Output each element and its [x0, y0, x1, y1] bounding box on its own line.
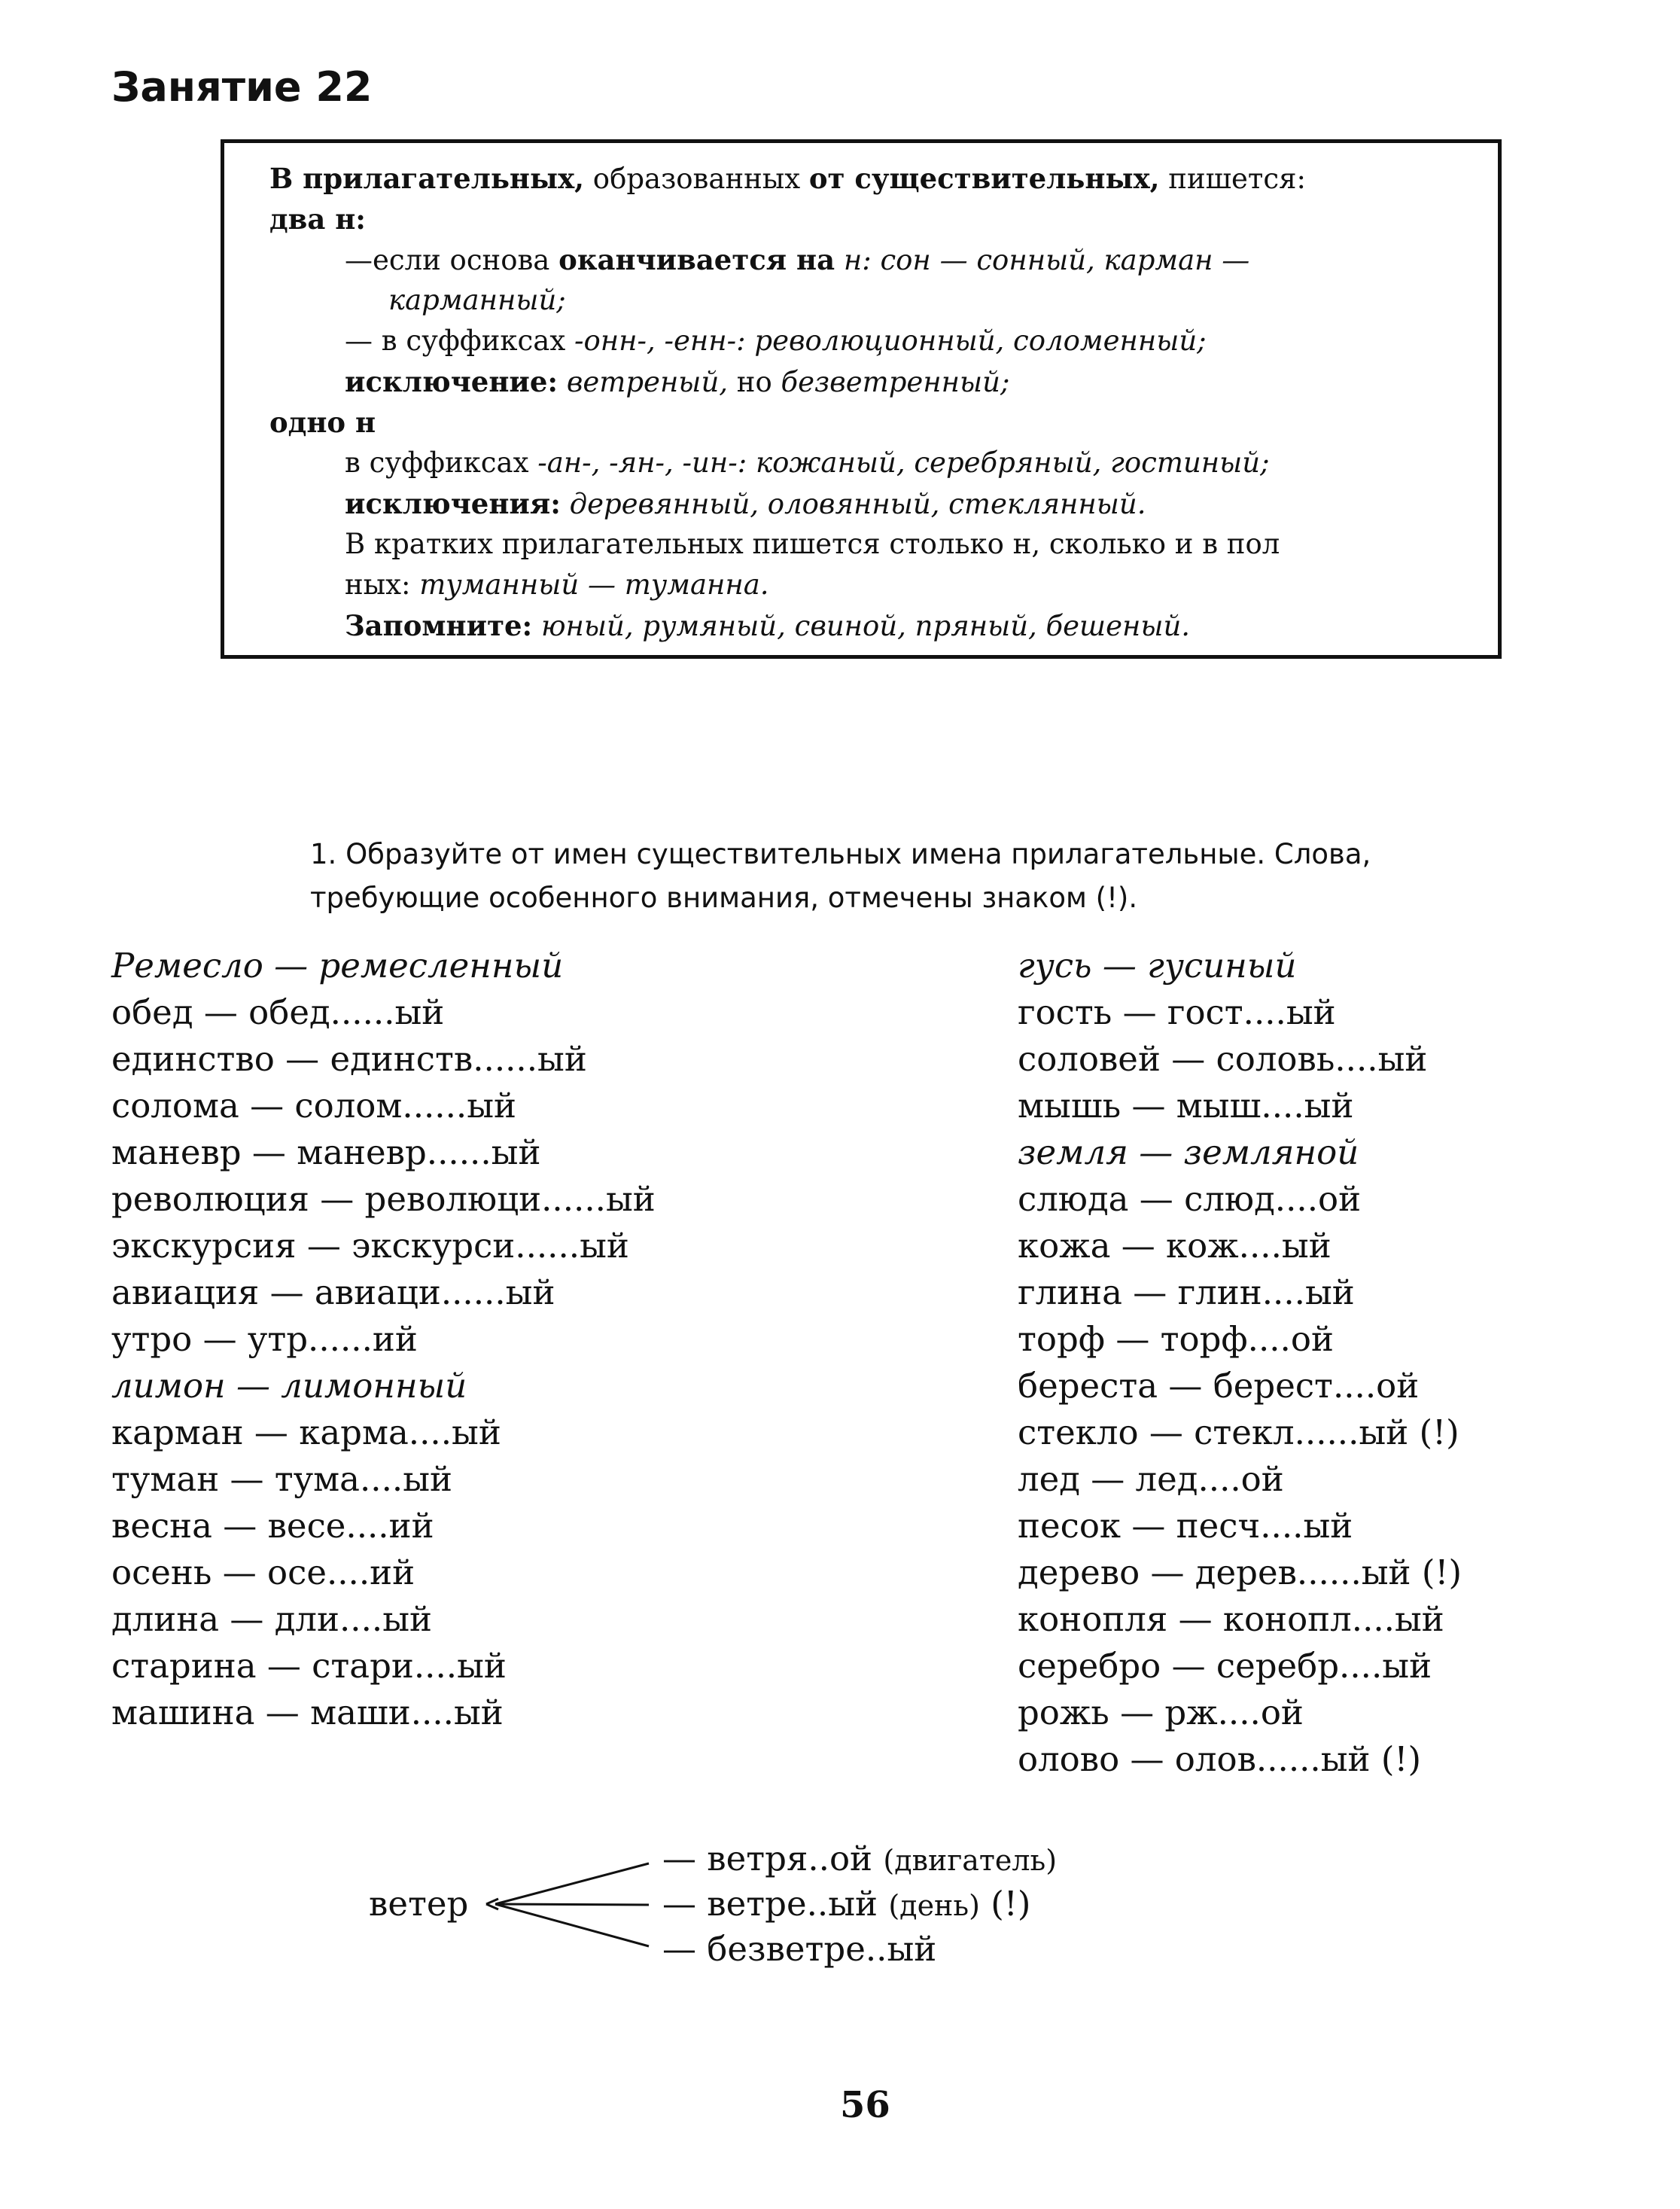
branch-line-1 [495, 1863, 649, 1904]
rule-text: одно н [269, 406, 376, 439]
veter-root-word: ветер [369, 1884, 469, 1924]
rule-text: пишется: [1159, 163, 1306, 195]
rule-text: карманный; [388, 284, 566, 316]
lesson-title: Занятие 22 [111, 63, 373, 111]
rule-line-3 [345, 243, 1249, 276]
word-pair: олово — олов......ый (!) [1018, 1739, 1422, 1779]
rule-text: ветреный, [558, 366, 729, 398]
rule-line-11 [345, 568, 769, 601]
word-pair: торф — торф....ой [1018, 1319, 1334, 1359]
word-pair: весна — весе....ий [111, 1506, 434, 1546]
word-pair: песок — песч....ый [1018, 1506, 1353, 1546]
branch-note: (двигатель) [883, 1844, 1058, 1877]
word-pair: авиация — авиаци......ый [111, 1272, 555, 1312]
word-pair: слюда — слюд....ой [1018, 1179, 1362, 1219]
rule-text: образованных [584, 163, 809, 195]
page-number: 56 [840, 2084, 890, 2126]
word-pair: береста — берест....ой [1018, 1366, 1420, 1406]
rule-line-4 [388, 284, 566, 316]
word-pair: лимон — лимонный [111, 1366, 467, 1406]
word-pair: глина — глин....ый [1018, 1272, 1355, 1312]
word-pair: утро — утр......ий [111, 1319, 418, 1359]
exercise-line-1: 1. Образуйте от имен существительных имена прилагательные. Слова, [310, 838, 1371, 870]
word-pair: обед — обед......ый [111, 992, 445, 1032]
rule-text: в суффиксах [345, 446, 538, 479]
attention-mark: (!) [991, 1884, 1031, 1924]
word-pair: дерево — дерев......ый (!) [1018, 1552, 1462, 1592]
word-pair: единство — единств......ый [111, 1039, 587, 1079]
word-pair: конопля — конопл....ый [1018, 1599, 1444, 1639]
rule-text: оканчивается на [558, 243, 835, 276]
rule-text: от существительных, [808, 162, 1160, 195]
rule-line-8 [345, 446, 1270, 479]
word-pair: солома — солом......ый [111, 1086, 517, 1126]
rule-text: В прилагательных, [269, 162, 585, 195]
word-pair: машина — маши....ый [111, 1693, 504, 1732]
veter-branch-1 [662, 1839, 1057, 1878]
rule-line-10: В кратких прилагательных пишется столько н, сколько и в пол [345, 528, 1280, 560]
word-pair: серебро — серебр....ый [1018, 1646, 1432, 1686]
word-pair: экскурсия — экскурси......ый [111, 1226, 629, 1266]
rule-line-6 [345, 365, 1009, 398]
rule-text: исключение: [345, 365, 558, 398]
word-pair: карман — карма....ый [111, 1412, 501, 1452]
rule-text: безветренный; [781, 366, 1010, 398]
rule-box [221, 139, 1502, 659]
word-pair: длина — дли....ый [111, 1599, 433, 1639]
branch-word: — ветре..ый [662, 1884, 878, 1924]
rule-text: н: сон — сонный, карман — [835, 244, 1250, 276]
rule-line-7 [269, 406, 376, 439]
rule-text: но [728, 366, 781, 398]
word-pair: кожа — кож....ый [1018, 1226, 1332, 1266]
rule-text: юный, румяный, свиной, пряный, бешеный. [532, 610, 1191, 642]
branch-lines [482, 1852, 662, 1958]
exercise-line-2: требующие особенного внимания, отмечены знаком (!). [310, 882, 1138, 914]
word-pair: революция — революци......ый [111, 1179, 656, 1219]
rule-line-12 [345, 609, 1190, 642]
word-pair: гость — гост....ый [1018, 992, 1336, 1032]
rule-line-9 [345, 487, 1146, 520]
word-pair: рожь — рж....ой [1018, 1693, 1304, 1732]
rule-text: —если основа [345, 244, 559, 276]
word-pair: мышь — мыш....ый [1018, 1086, 1354, 1126]
word-pair: Ремесло — ремесленный [111, 946, 564, 986]
rule-text: ных: [345, 568, 420, 601]
branch-line-3 [495, 1904, 649, 1946]
word-pair: гусь — гусиный [1018, 946, 1297, 986]
rule-text: исключения: [345, 487, 561, 520]
rule-text: деревянный, оловянный, стеклянный. [560, 488, 1146, 520]
branch-line-2 [495, 1904, 649, 1905]
word-pair: стекло — стекл......ый (!) [1018, 1412, 1459, 1452]
word-pair: маневр — маневр......ый [111, 1132, 541, 1172]
rule-text: -онн-, -енн-: революционный, соломенный; [574, 324, 1207, 357]
word-pair: туман — тума....ый [111, 1459, 453, 1499]
rule-line-2 [269, 203, 366, 236]
word-pair: соловей — соловь....ый [1018, 1039, 1428, 1079]
veter-branch-3: — безветре..ый [662, 1929, 937, 1969]
rule-line-5 [345, 324, 1207, 357]
rule-text: Запомните: [345, 609, 533, 642]
rule-text: два н: [269, 203, 366, 236]
veter-branch-2 [662, 1884, 1030, 1924]
word-pair: земля — земляной [1018, 1132, 1359, 1172]
exercise-instruction [310, 833, 1371, 920]
rule-text: туманный — туманна. [419, 568, 769, 601]
branch-note: (день) [888, 1889, 980, 1922]
word-pair: старина — стари....ый [111, 1646, 507, 1686]
branch-word: — ветря..ой [662, 1839, 873, 1878]
word-pair: лед — лед....ой [1018, 1459, 1284, 1499]
word-pair: осень — осе....ий [111, 1552, 415, 1592]
rule-line-1 [269, 162, 1306, 195]
rule-text: -ан-, -ян-, -ин-: кожаный, серебряный, гостиный; [537, 446, 1270, 479]
rule-text: — в суффиксах [345, 324, 574, 357]
